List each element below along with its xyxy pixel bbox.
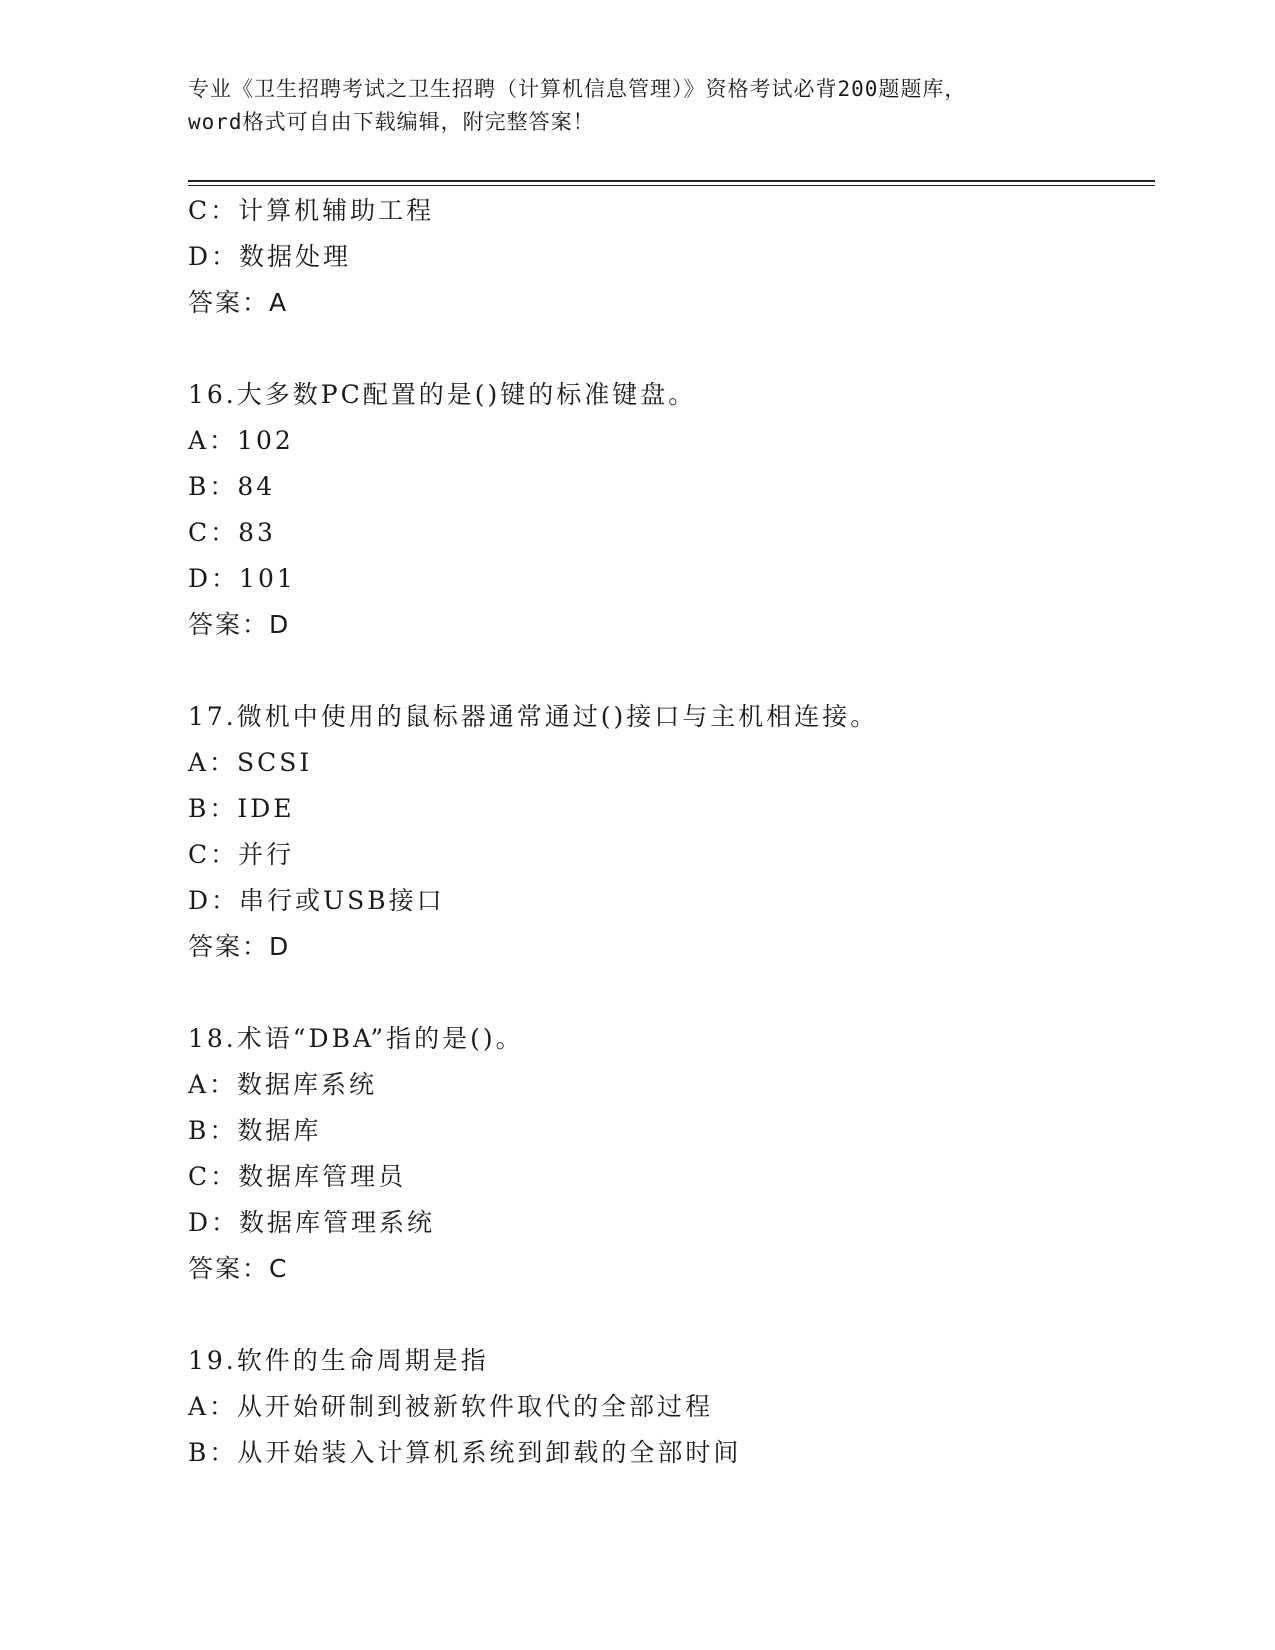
- option-b: B：IDE: [188, 794, 295, 823]
- spacer: [188, 326, 1148, 372]
- question-stem: 16.大多数PC配置的是()键的标准键盘。: [188, 380, 697, 409]
- document-header: [188, 73, 1088, 139]
- question-stem: 18.术语“DBA”指的是()。: [188, 1024, 524, 1053]
- option-b: B：数据库: [188, 1116, 322, 1145]
- spacer: [188, 1292, 1148, 1338]
- option-a: A：从开始研制到被新软件取代的全部过程: [188, 1392, 714, 1421]
- spacer: [188, 970, 1148, 1016]
- option-c: C：并行: [188, 840, 295, 869]
- question-block-19: [188, 1338, 1148, 1476]
- option-a: A：SCSI: [188, 748, 313, 777]
- option-c: C：计算机辅助工程: [188, 196, 435, 225]
- answer-line: 答案：A: [188, 288, 289, 317]
- option-d: D：数据库管理系统: [188, 1208, 436, 1237]
- header-title-line-2: word格式可自由下载编辑，附完整答案！: [188, 110, 595, 134]
- option-a: A：数据库系统: [188, 1070, 378, 1099]
- question-block-18: [188, 1016, 1148, 1292]
- question-stem: 17.微机中使用的鼠标器通常通过()接口与主机相连接。: [188, 702, 879, 731]
- option-b: B：从开始装入计算机系统到卸载的全部时间: [188, 1438, 742, 1467]
- answer-line: 答案：D: [188, 932, 291, 961]
- question-block-17: [188, 694, 1148, 970]
- question-list: [188, 188, 1148, 1476]
- option-a: A：102: [188, 426, 294, 455]
- option-d: D：数据处理: [188, 242, 352, 271]
- option-c: C：83: [188, 518, 276, 547]
- answer-line: 答案：C: [188, 1254, 289, 1283]
- spacer: [188, 648, 1148, 694]
- question-block-15: [188, 188, 1148, 326]
- header-divider-thin: [188, 185, 1155, 186]
- question-block-16: [188, 372, 1148, 648]
- option-d: D：串行或USB接口: [188, 886, 445, 915]
- option-c: C：数据库管理员: [188, 1162, 407, 1191]
- question-stem: 19.软件的生命周期是指: [188, 1346, 489, 1375]
- option-d: D：101: [188, 564, 296, 593]
- answer-line: 答案：D: [188, 610, 291, 639]
- header-divider-thick: [188, 180, 1155, 182]
- option-b: B：84: [188, 472, 276, 501]
- header-title-line-1: 专业《卫生招聘考试之卫生招聘（计算机信息管理）》资格考试必背200题题库，: [188, 77, 967, 101]
